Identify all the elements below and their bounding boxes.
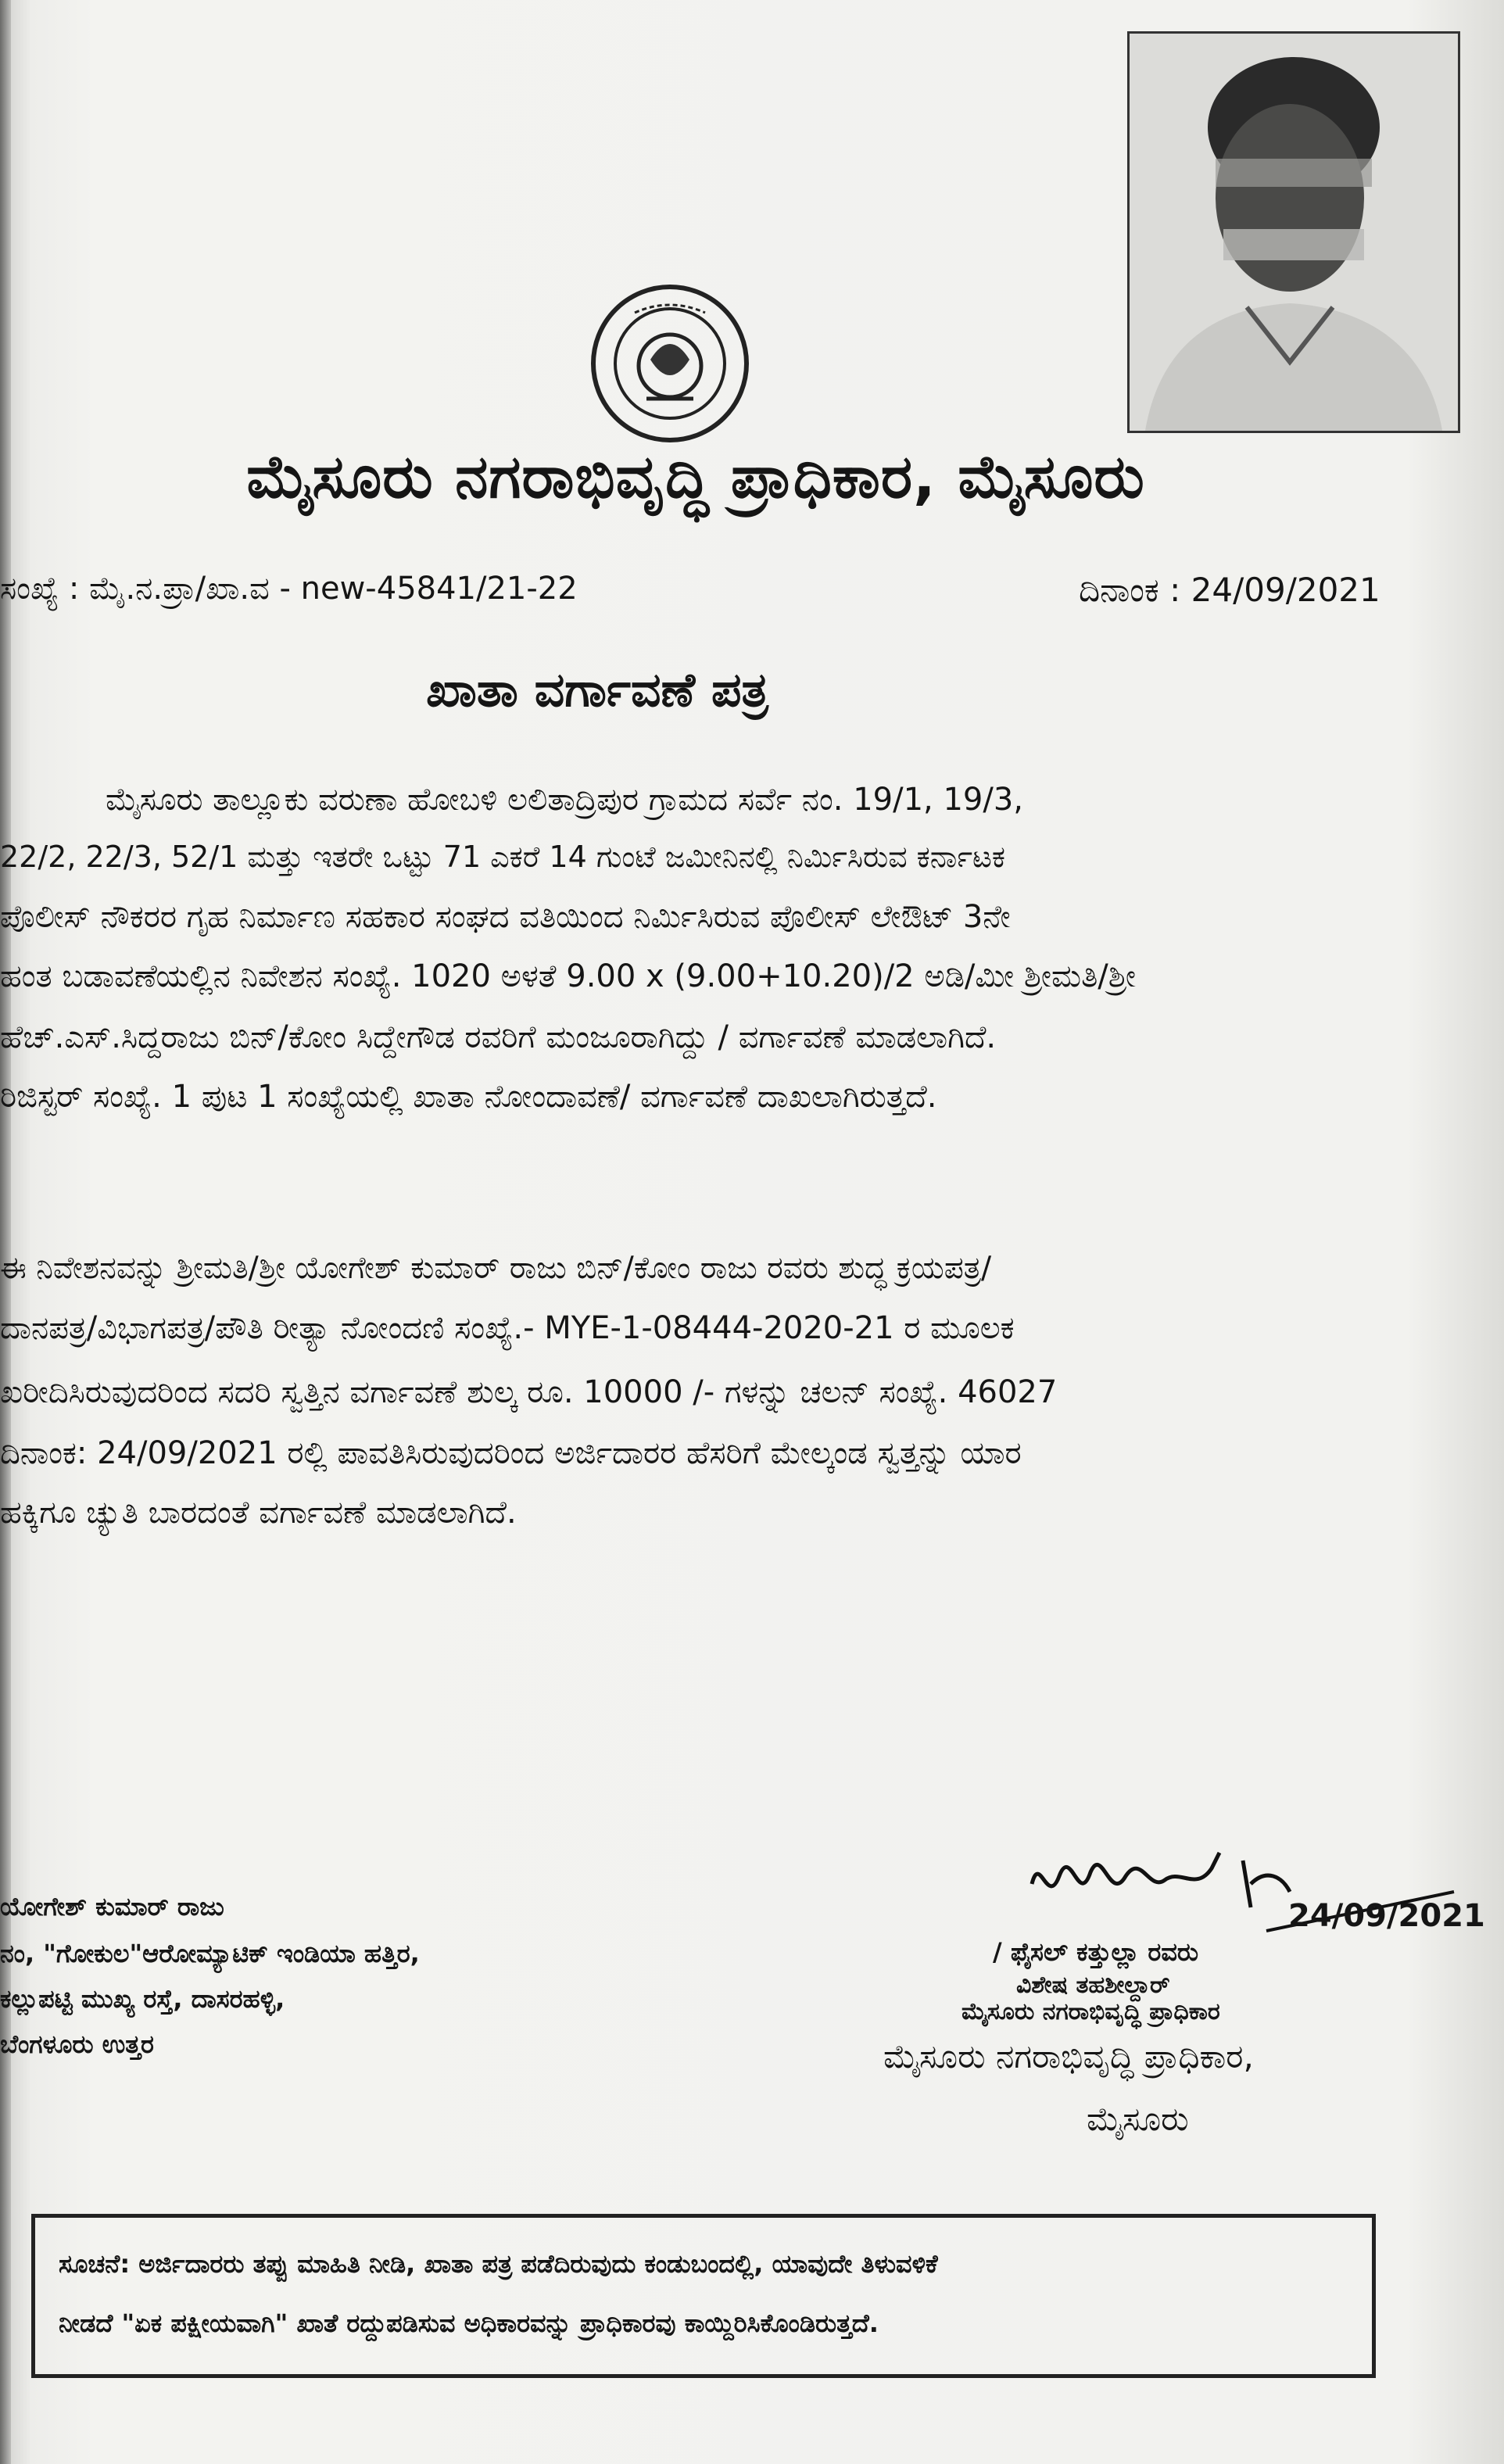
paragraph-line: ಹೆಚ್.ಎಸ್.ಸಿದ್ದರಾಜು ಬಿನ್/ಕೋಂ ಸಿದ್ದೇಗೌಡ ರವರಿಗೆ ಮಂಜೂರಾಗಿದ್ದು / ವರ್ಗಾವಣೆ ಮಾಡಲಾಗಿದೆ. (0, 1019, 997, 1055)
paragraph-line: ಮೈಸೂರು ತಾಲ್ಲೂಕು ವರುಣಾ ಹೋಬಳಿ ಲಲಿತಾದ್ರಿಪುರ ಗ್ರಾಮದ ಸರ್ವೆ ನಂ. 19/1, 19/3, (106, 782, 1023, 818)
recipient-name: ಯೋಗೇಶ್ ಕುಮಾರ್ ರಾಜು (0, 1892, 224, 1921)
signature-date: 24/09/2021 (1288, 1898, 1485, 1934)
paragraph-line: ಖರೀದಿಸಿರುವುದರಿಂದ ಸದರಿ ಸ್ವತ್ತಿನ ವರ್ಗಾವಣೆ ಶುಲ್ಕ ರೂ. 10000 /- ಗಳನ್ನು ಚಲನ್ ಸಂಖ್ಯೆ. 46027 (0, 1374, 1058, 1410)
issue-date: ದಿನಾಂಕ : 24/09/2021 (1079, 571, 1380, 609)
recipient-address-line: ಬೆಂಗಳೂರು ಉತ್ತರ (0, 2029, 154, 2059)
page-title: ಮೈಸೂರು ನಗರಾಭಿವೃದ್ಧಿ ಪ್ರಾಧಿಕಾರ, ಮೈಸೂರು (246, 442, 1145, 511)
authority-seal (588, 281, 752, 446)
paragraph-line: ಹಂತ ಬಡಾವಣೆಯಲ್ಲಿನ ನಿವೇಶನ ಸಂಖ್ಯೆ. 1020 ಅಳತೆ 9.00 x (9.00+10.20)/2 ಅಡಿ/ಮೀ ಶ್ರೀಮತಿ/ಶ್ರೀ (0, 958, 1136, 994)
signatory-city: ಮೈಸೂರು (1087, 2100, 1189, 2138)
page-edge-shadow (0, 0, 11, 2464)
paragraph-line: ಈ ನಿವೇಶನವನ್ನು ಶ್ರೀಮತಿ/ಶ್ರೀ ಯೋಗೇಶ್ ಕುಮಾರ್ ರಾಜು ಬಿನ್/ಕೋಂ ರಾಜು ರವರು ಶುದ್ಧ ಕ್ರಯಪತ್ರ/ (0, 1251, 992, 1286)
signatory-name: / ಫೈಸಲ್ ಕತ್ತುಲ್ಲಾ ರವರು (993, 1937, 1198, 1967)
signatory-office-stamp: ಮೈಸೂರು ನಗರಾಭಿವೃದ್ಧಿ ಪ್ರಾಧಿಕಾರ (961, 1998, 1220, 2025)
paragraph-line: ಪೊಲೀಸ್ ನೌಕರರ ಗೃಹ ನಿರ್ಮಾಣ ಸಹಕಾರ ಸಂಘದ ವತಿಯಿಂದ ನಿರ್ಮಿಸಿರುವ ಪೊಲೀಸ್ ಲೇಔಟ್ 3ನೇ (0, 899, 1011, 935)
signatory-office: ಮೈಸೂರು ನಗರಾಭಿವೃದ್ಧಿ ಪ್ರಾಧಿಕಾರ, (883, 2037, 1254, 2075)
notice-box (31, 2214, 1376, 2378)
subject-heading: ಖಾತಾ ವರ್ಗಾವಣೆ ಪತ್ರ (426, 663, 768, 718)
signatory-designation: ವಿಶೇಷ ತಹಶೀಲ್ದಾರ್ (1016, 1972, 1170, 1999)
paragraph-line: 22/2, 22/3, 52/1 ಮತ್ತು ಇತರೇ ಒಟ್ಟು 71 ಎಕರೆ 14 ಗುಂಟೆ ಜಮೀನಿನಲ್ಲಿ ನಿರ್ಮಿಸಿರುವ ಕರ್ನಾಟಕ (0, 840, 1005, 874)
paragraph-line: ಹಕ್ಕಿಗೂ ಚ್ಯುತಿ ಬಾರದಂತೆ ವರ್ಗಾವಣೆ ಮಾಡಲಾಗಿದೆ. (0, 1495, 517, 1531)
recipient-address-line: ಕಲ್ಲುಪಟ್ಟಿ ಮುಖ್ಯ ರಸ್ತೆ, ದಾಸರಹಳ್ಳಿ, (0, 1984, 285, 2014)
notice-line: ನೀಡದೆ "ಏಕ ಪಕ್ಷೀಯವಾಗಿ" ಖಾತೆ ರದ್ದುಪಡಿಸುವ ಅಧಿಕಾರವನ್ನು ಪ್ರಾಧಿಕಾರವು ಕಾಯ್ದಿರಿಸಿಕೊಂಡಿರುತ್ತದೆ. (59, 2308, 879, 2338)
paragraph-line: ರಿಜಿಸ್ಟರ್ ಸಂಖ್ಯೆ. 1 ಪುಟ 1 ಸಂಖ್ಯೆಯಲ್ಲಿ ಖಾತಾ ನೋಂದಾವಣೆ/ ವರ್ಗಾವಣೆ ದಾಖಲಾಗಿರುತ್ತದೆ. (0, 1079, 937, 1115)
recipient-address-line: ನಂ, "ಗೋಕುಲ"ಆರೋಮ್ಯಾಟಿಕ್ ಇಂಡಿಯಾ ಹತ್ತಿರ, (0, 1939, 420, 1968)
notice-line: ಸೂಚನೆ: ಅರ್ಜಿದಾರರು ತಪ್ಪು ಮಾಹಿತಿ ನೀಡಿ, ಖಾತಾ ಪತ್ರ ಪಡೆದಿರುವುದು ಕಂಡುಬಂದಲ್ಲಿ, ಯಾವುದೇ ತಿಳುವಳಿಕೆ (59, 2249, 938, 2279)
applicant-photo (1127, 31, 1460, 433)
reference-number: ಸಂಖ್ಯೆ : ಮೈ.ನ.ಪ್ರಾ/ಖಾ.ವ - new-45841/21-22 (0, 571, 578, 607)
paragraph-line: ದಾನಪತ್ರ/ವಿಭಾಗಪತ್ರ/ಪೌತಿ ರೀತ್ಯಾ ನೋಂದಣಿ ಸಂಖ್ಯೆ.- MYE-1-08444-2020-21 ರ ಮೂಲಕ (0, 1310, 1015, 1346)
paragraph-line: ದಿನಾಂಕ: 24/09/2021 ರಲ್ಲಿ ಪಾವತಿಸಿರುವುದರಿಂದ ಅರ್ಜಿದಾರರ ಹೆಸರಿಗೆ ಮೇಲ್ಕಂಡ ಸ್ವತ್ತನ್ನು ಯಾರ (0, 1435, 1022, 1471)
